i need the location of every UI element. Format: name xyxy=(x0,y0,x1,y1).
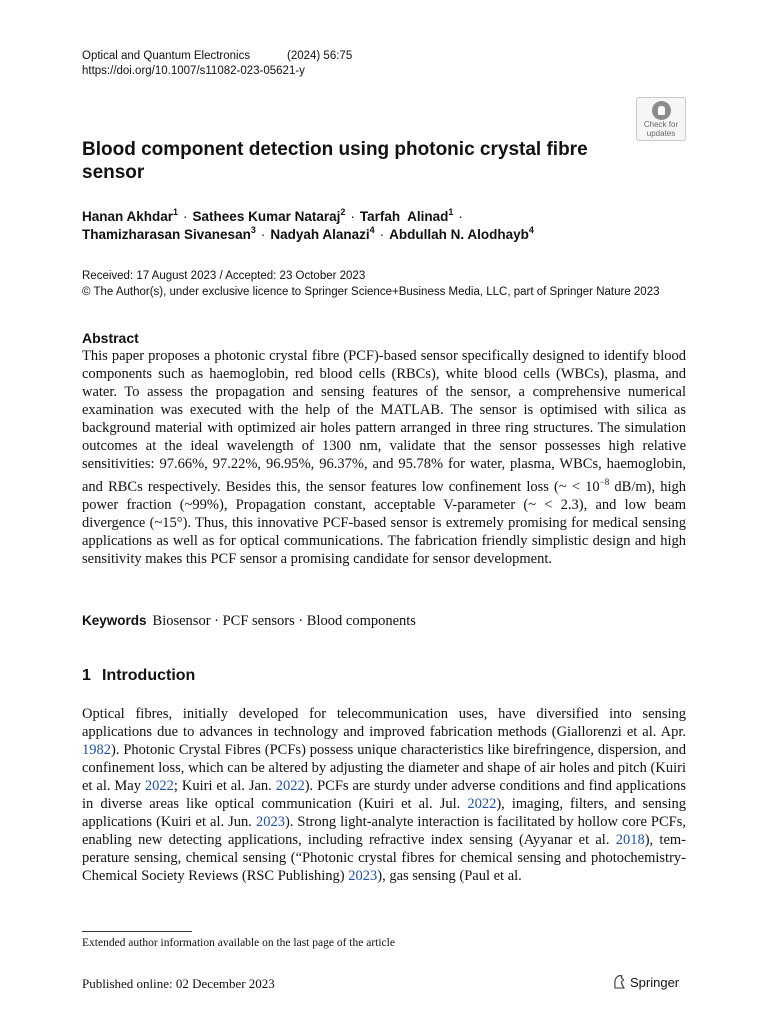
introduction-paragraph xyxy=(82,705,686,885)
intro-text: ), imaging, filters, and sensing applications (Kuiri et al. Jun. xyxy=(82,796,686,830)
abstract-part-1: This paper proposes a photonic crystal fibre (PCF)-based sensor specifically designed to identify blood components such as haemoglobin, red blood cells (RBCs), white blood cells (WBCs), plasma, and water. To assess the propagation and sensing features of the sensor, a comprehensive numerical examination was executed with the help of the MATLAB. The sensor is optimised with silica as background material with optimized air holes pattern arranged in three ring structures. The simulation outcomes at the ideal wavelength of 1300 nm, validate that the sensor possesses high relative sensitivities: 97.66%, 97.22%, 96.95%, 96.37%, and 95.78% for water, plasma, WBCs, haemoglobin, and RBCs respectively. Besides this, the sensor features low confinement loss (~ < 10 xyxy=(82,348,686,495)
abstract-heading: Abstract xyxy=(82,330,139,346)
author-list: Hanan Akhdar$^1$ · Sathees Kumar Nataraj$^2$ · Tarfah Alinad$^1$ · Thamizharasan Sivanesan$^3$ · Nadyah Alanazi$^4$ · Abdullah N. Alodhayb$^4$ xyxy=(82,207,534,242)
intro-text: ; Kuiri et al. Jan. xyxy=(173,778,276,794)
keywords xyxy=(82,612,416,630)
author-affiliation: 2 xyxy=(340,207,346,217)
article-dates xyxy=(82,268,660,300)
publisher-name: Springer xyxy=(630,975,680,990)
doi-link[interactable]: https://doi.org/10.1007/s11082-023-05621-y xyxy=(82,65,305,77)
section-number: 1 xyxy=(82,667,91,684)
badge-line-1: Check for xyxy=(643,120,679,129)
footnote-divider xyxy=(82,931,192,932)
intro-text: ), temperature sensing, chemical sensing (“Photonic crystal fibres for chemical sensing and photochemistry-Chemical Society Reviews (RSC Publishing) xyxy=(82,832,686,884)
intro-text: ). Strong light-analyte interaction is facilitated by hollow core PCFs, enabling new detecting applications, including refractive index sensing (Ayyanar et al. xyxy=(82,814,687,848)
intro-text: Optical fibres, initially developed for telecommunication uses, have diversified into sensing applications due to advances in technology and improved fabrication methods (Giallorenzi et al. Apr. xyxy=(82,706,686,740)
citation-link[interactable]: 2023 xyxy=(348,868,378,884)
author-affiliation: 1 xyxy=(448,207,454,217)
citation-link[interactable]: 2023 xyxy=(255,814,285,830)
citation-link[interactable]: 2022 xyxy=(144,778,174,794)
author-name[interactable]: Sathees Kumar Nataraj xyxy=(192,209,341,224)
section-title: Introduction xyxy=(102,667,196,684)
received-accepted-dates: Received: 17 August 2023 / Accepted: 23 October 2023 xyxy=(82,270,366,282)
paper-title: Blood component detection using photonic crystal fibre sensor xyxy=(82,139,588,183)
author-affiliation: 4 xyxy=(528,225,534,235)
copyright-notice: © The Author(s), under exclusive licence to Springer Science+Business Media, LLC, part of Springer Nature 2023 xyxy=(82,286,660,298)
springer-horse-icon xyxy=(612,974,626,990)
author-affiliation: 3 xyxy=(250,225,256,235)
author-affiliation: 4 xyxy=(369,225,375,235)
journal-name: Optical and Quantum Electronics xyxy=(82,50,251,62)
abstract-text xyxy=(82,347,686,568)
journal-volume: (2024) 56:75 xyxy=(287,50,353,62)
intro-text: ). PCFs are sturdy under adverse conditions and find applications in diverse areas like optical communication (Kuiri et al. Jul. xyxy=(82,778,686,812)
author-affiliation: 1 xyxy=(173,207,179,217)
badge-line-2: updates xyxy=(646,128,676,138)
keywords-label: Keywords xyxy=(82,613,147,628)
intro-text: ). Photonic Crystal Fibres (PCFs) possess unique characteristics like birefringence, dispersion, and confinement loss, which can be altered by adjusting the diameter and shape of air holes and pitch (Kuiri et al. May xyxy=(82,742,686,794)
author-name[interactable]: Tarfah Alinad xyxy=(359,209,449,224)
citation-link[interactable]: 2022 xyxy=(275,778,305,794)
published-date: Published online: 02 December 2023 xyxy=(82,976,275,991)
publisher-logo xyxy=(612,974,679,992)
footnote: Extended author information available on the last page of the article xyxy=(82,937,395,949)
abstract-part-2: dB/m), high power fraction (~99%), Propagation constant, acceptable V-parameter (~ < 2.3), and low beam divergence (~15°). Thus, this innovative PCF-based sensor is extremely promising for medical sensing applications as well as for optical communications. The fabrication friendly simplistic design and high sensitivity makes this PCF sensor a promising candidate for sensor development. xyxy=(82,478,686,567)
citation-link[interactable]: 2018 xyxy=(615,832,645,848)
author-name[interactable]: Thamizharasan Sivanesan xyxy=(82,227,251,242)
citation-link[interactable]: 2022 xyxy=(467,796,497,812)
abstract-exponent: −8 xyxy=(599,477,610,487)
section-heading xyxy=(82,666,195,686)
check-for-updates-badge[interactable] xyxy=(636,97,686,141)
keywords-list: Biosensor · PCF sensors · Blood components xyxy=(152,613,416,629)
author-name[interactable]: Nadyah Alanazi xyxy=(270,227,370,242)
author-name[interactable]: Abdullah N. Alodhayb xyxy=(389,227,529,242)
author-name[interactable]: Hanan Akhdar xyxy=(82,209,174,224)
citation-link[interactable]: 1982 xyxy=(82,742,111,758)
journal-header xyxy=(82,49,352,79)
bookmark-icon xyxy=(652,101,671,120)
intro-text: ), gas sensing (Paul et al. xyxy=(377,868,522,884)
